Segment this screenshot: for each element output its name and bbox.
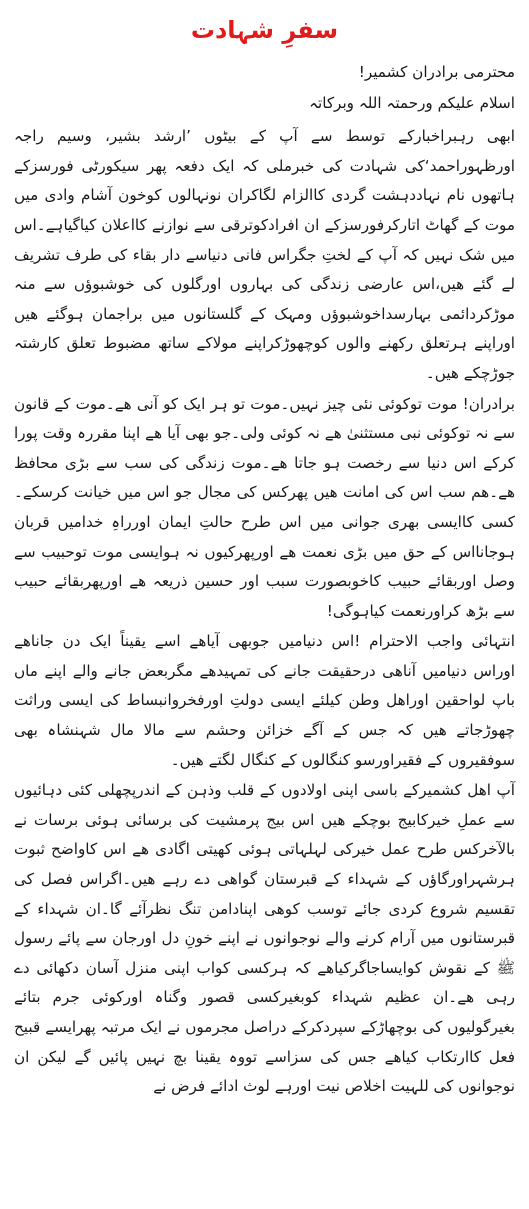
salam-line: اسلام علیکم ورحمتہ اللہ وبرکاتہ [309, 93, 515, 112]
paragraph-1: ابھی رہبراخبارکے توسط سے آپ کے بیٹوں ’ارشد بشیر، وسیم راجہ اورظہوراحمد‘کی شہادت کی خبرملی کہ ایک دفعہ پھر سیکورٹی فورسزکے ہاتھوں نام نہاددہشت گردی کاالزام لگاکران نونہالوں کوخون آشام وادی میں موت کے گھاٹ اتارکرفورسزکے ان افرادکوترقی سے نوازنے کااعلان کیاگیاہے۔اس میں شک نہیں کہ آپ کے لختِ جگراس فانی دنیاسے دار بقاء کی طرف تشریف لے گئے ھیں،اس عارضی زندگی کی بہاروں اورگلوں کی خوشبوؤں سے منہ موڑکردائمی بہارسداخوشبوؤں ومہک کے گلستانوں میں براجمان ہوگئے ھیں اوراپنے ہرتعلق رکھنے والوں کوچھوڑکراپنے مولاکے ساتھ مضبوط تعلق کارشتہ جوڑچکے ھیں۔ [14, 127, 515, 382]
paragraph-2: برادران! موت توکوئی نئی چیز نہیں۔موت تو ہر ایک کو آنی ھے۔موت کے قانون سے نہ توکوئی نبی مستثنیٰ ھے نہ کوئی ولی۔جو بھی آیا ھے اپنا مقررہ وقت پورا کرکے اس دنیا سے رخصت ہو جاتا ھے۔موت زندگی کی سب سے بڑی محافظ ھے۔ھم سب اس کی امانت ھیں پھرکس کی مجال جو اس میں خیانت کرسکے۔کسی کاایسی بھری جوانی میں اس طرح حالتِ ایمان اورراہِ خدامیں قربان ہوجانااس کے حق میں بڑی نعمت ھے اورپھرکیوں نہ ہوایسی موت توحبیب سے وصل اوربقائے حبیب کاخوبصورت سبب اور حسین ذریعہ ھے اورپھربقائے حبیب سے بڑھ کراورنعمت کیاہوگی! [14, 394, 515, 620]
paragraph-3: انتہائی واجب الاحترام !اس دنیامیں جوبھی آیاھے اسے یقیناً ایک دن جاناھے اوراس دنیامیں آناھی درحقیقت جانے کی تمہیدھے مگربعض جانے والے اپنے ماں باپ لواحقین اوراھل وطن کیلئے ایسی دولتِ اورفخروانبساط کی ایسی وراثت چھوڑجاتے ھیں کہ جس کے آگے خزائن وحشم سے مالا مال شہنشاہ بھی سوفقیروں کے فقیراورسو کنگالوں کے کنگال لگتے ھیں۔ [14, 632, 515, 769]
greeting-line: محترمی برادران کشمیر! [358, 63, 515, 81]
paragraph-4: آپ اھل کشمیرکے باسی اپنی اولادوں کے قلب وذہن کے اندرپچھلی کئی دہائیوں سے عملِ خیرکابیج بوچکے ھیں اس بیج پرمشیت کی برسائی ہوئی برسات نے بالآخرکس طرح عمل خیرکی لہلہاتی ہوئی کھیتی اگادی ھے اس کاواضح ثبوت ہرشہراورگاؤں کے شہداء کے قبرستان گواھی دے رہے ھیں۔اگراس فصل کی تقسیم شروع کردی جائے توسب کوھی اپنادامن تنگ نظرآئے گا۔ان شہداء کے قبرستانوں میں آرام کرنے والے نوجوانوں نے اپنے خونِ دل اورجان سے پائے رسول ﷺ کے نقوش کوایساجاگرکیاھے کہ ہرکسی کواب اپنی منزل آسان دکھائی دے رہی ھے۔ان عظیم شہداء کوبغیرکسی قصور وگناہ اورکوئی جرم بتائے بغیرگولیوں کی بوچھاڑکے سپردکرکے دراصل مجرموں نے ایک مرتبہ پھرایسے قبیح فعل کاارتکاب کیاھے جس کی سزاسے تووہ یقینا بچ نہیں پائیں گے لیکن ان نوجوانوں کی للہیت اخلاص نیت اورہے لوث ادائے فرض نے [14, 781, 515, 1096]
article-title: سفرِ شہادت [190, 16, 339, 44]
